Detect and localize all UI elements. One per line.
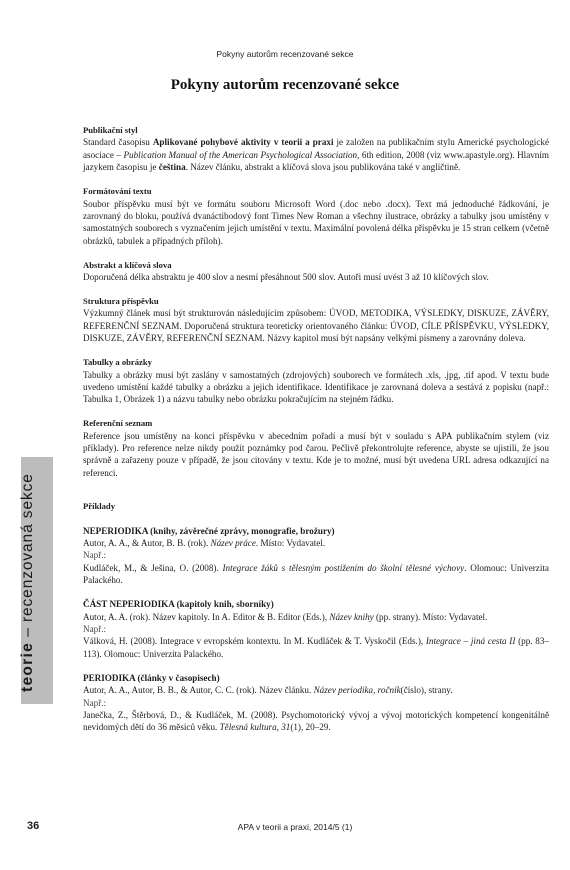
section-heading: Struktura příspěvku [83,295,159,306]
section-heading: Formátování textu [83,186,152,197]
text-run: Válková, H. (2008). Integrace v evropském kontextu. In M. Kudláček & T. Vyskočil (Eds.), [83,636,426,647]
page-number: 36 [27,820,40,832]
section-publikacni-styl [83,124,549,174]
citation-pattern [83,537,549,549]
main-language: čeština [158,162,186,173]
example-label: Např.: [83,550,107,561]
example-heading: PERIODIKA (články v časopisech) [83,672,220,683]
text-run: Kudláček, M., & Ješina, O. (2008). [83,562,223,573]
section-abstrakt [83,259,549,284]
text-run: Autor, A. A. (rok). Název kapitoly. In A. Editor & B. Editor (Eds.), [83,611,330,622]
text-run: (1), 20–29. [290,722,331,733]
manual-title: Publication Manual of the American Psychological Association [123,149,358,160]
citation-example [83,562,549,587]
sidebar-label-strong: teorie [19,641,36,692]
text-run: . Olomouc: Univerzita Palackého. [83,562,549,586]
text-run: (pp. strany). Místo: Vydavatel. [373,611,488,622]
text-run: . Název článku, abstrakt a klíčová slova jsou publikována také v angličtině. [185,162,461,173]
text-run: Janečka, Z., Štěrbová, D., & Kudláček, M. (2008). Psychomotorický vývoj a vývoj motorických kompetencí kongenitálně nevidomých dětí do 36 měsíců věku. [83,709,549,733]
text-run: Integrace – jiná cesta II [425,636,516,647]
section-text: Reference jsou umístěny na konci příspěvku v abecedním pořadí a musí být v souladu s APA publikačním stylem (viz příklady). Pro reference nelze nikdy použít poznámky pod čarou. Pečlivě překontrolujte reference, abyste se ujistili, že jsou správně a zařazeny pouze v případě, že jsou citovány v textu. Kde je to možné, musí být uvedena URL adresa odkazující na referenci. [83,430,549,478]
section-tabulky [83,356,549,406]
section-text: Výzkumný článek musí být strukturován následujícím způsobem: ÚVOD, METODIKA, VÝSLEDKY, DISKUZE, ZÁVĚRY, REFERENČNÍ SEZNAM. Doporučená struktura teoreticky orientovaného článku: ÚVOD, CÍLE PŘÍSPĚVKU, VÝSLEDKY, DISKUZE, ZÁVĚRY, REFERENČNÍ SEZNAM. Názvy kapitol musí být napsány velkými písmeny a zarovnány doleva. [83,308,549,344]
text-run: Název práce [210,538,256,549]
example-neperiodika [83,525,549,587]
text-run: Název periodika, ročník [313,685,401,696]
journal-name: Aplikované pohybové aktivity v teorii a praxi [152,137,334,148]
citation-pattern [83,684,549,696]
text-run: je založen na publikačním stylu Americké psychologické asociace – [83,137,549,160]
citation-example [83,635,549,660]
section-heading: Tabulky a obrázky [83,357,152,368]
text-run: (číslo), strany. [400,685,453,696]
text-run: Autor, A. A., & Autor, B. B. (rok). [83,538,211,549]
section-struktura [83,295,549,345]
example-heading: ČÁST NEPERIODIKA (kapitoly knih, sborníky) [83,599,274,610]
sidebar-label [19,473,37,692]
text-run: . Místo: Vydavatel. [255,538,326,549]
section-heading: Abstrakt a klíčová slova [83,259,172,270]
section-text: Tabulky a obrázky musí být zaslány v samostatných (zdrojových) souborech ve formátech .xls, .jpg, .tif apod. V textu bude uvedeno umístění každé tabulky a obrázku a jejich identifikace. Identifikace je zarovnaná doleva a sestává z popisku (např.: Tabulka 1, Obrázek 1) a názvu tabulky nebo obrázku pokračujícím na stejném řádku. [83,369,549,405]
section-formatovani [83,185,549,247]
page-title: Pokyny autorům recenzované sekce [170,77,400,93]
text-run: Název knihy [329,611,374,622]
text-run: (pp. 83–113). Olomouc: Univerzita Palackého. [83,636,549,659]
citation-pattern [83,611,549,623]
section-referencni [83,417,549,479]
section-sidebar-tab [21,457,53,704]
example-periodika [83,672,549,734]
citation-example [83,709,549,734]
example-label: Např.: [83,624,107,634]
example-label: Např.: [83,697,107,708]
section-text: Doporučená délka abstraktu je 400 slov a nesmí přesáhnout 500 slov. Autoři musí uvést 3 až 10 klíčových slov. [83,272,489,283]
running-header: Pokyny autorům recenzované sekce [216,49,354,59]
section-heading: Referenční seznam [83,418,153,429]
section-text: Soubor příspěvku musí být ve formátu souboru Microsoft Word (.doc nebo .docx). Text má jednoduché řádkování, je zarovnaný do bloku, používá dvanáctibodový font Times New Roman a všechny ilustrace, obrázky a tabulky jsou umístěny v samostatných souborech s vyznačením jejich umístění v textu. Maximální povolená délka příspěvku je 15 stran celkem (včetně obrázků, tabulek a případných příloh). [83,198,549,246]
section-text [83,136,549,173]
text-run: Tělesná kultura, 31 [219,722,291,733]
text-run: Integrace žáků s tělesným postižením do školní tělesné výchovy [222,562,465,573]
section-heading: Publikační styl [83,125,138,135]
example-heading: NEPERIODIKA (knihy, závěrečné zprávy, monografie, brožury) [83,525,335,536]
article-body [83,124,549,745]
footer: APA v teorii a praxi, 2014/5 (1) [237,822,353,832]
text-run: , 6th edition, 2008 (viz www.apastyle.org). Hlavním jazykem časopisu je [83,149,549,173]
text-run: Autor, A. A., Autor, B. B., & Autor, C. C. (rok). Název článku. [83,685,314,696]
section-heading: Příklady [83,501,115,512]
section-priklady [83,500,549,512]
text-run: Standard časopisu [83,137,153,148]
example-cast-neperiodika [83,598,549,660]
sidebar-label-light: – recenzovaná sekce [19,473,36,642]
